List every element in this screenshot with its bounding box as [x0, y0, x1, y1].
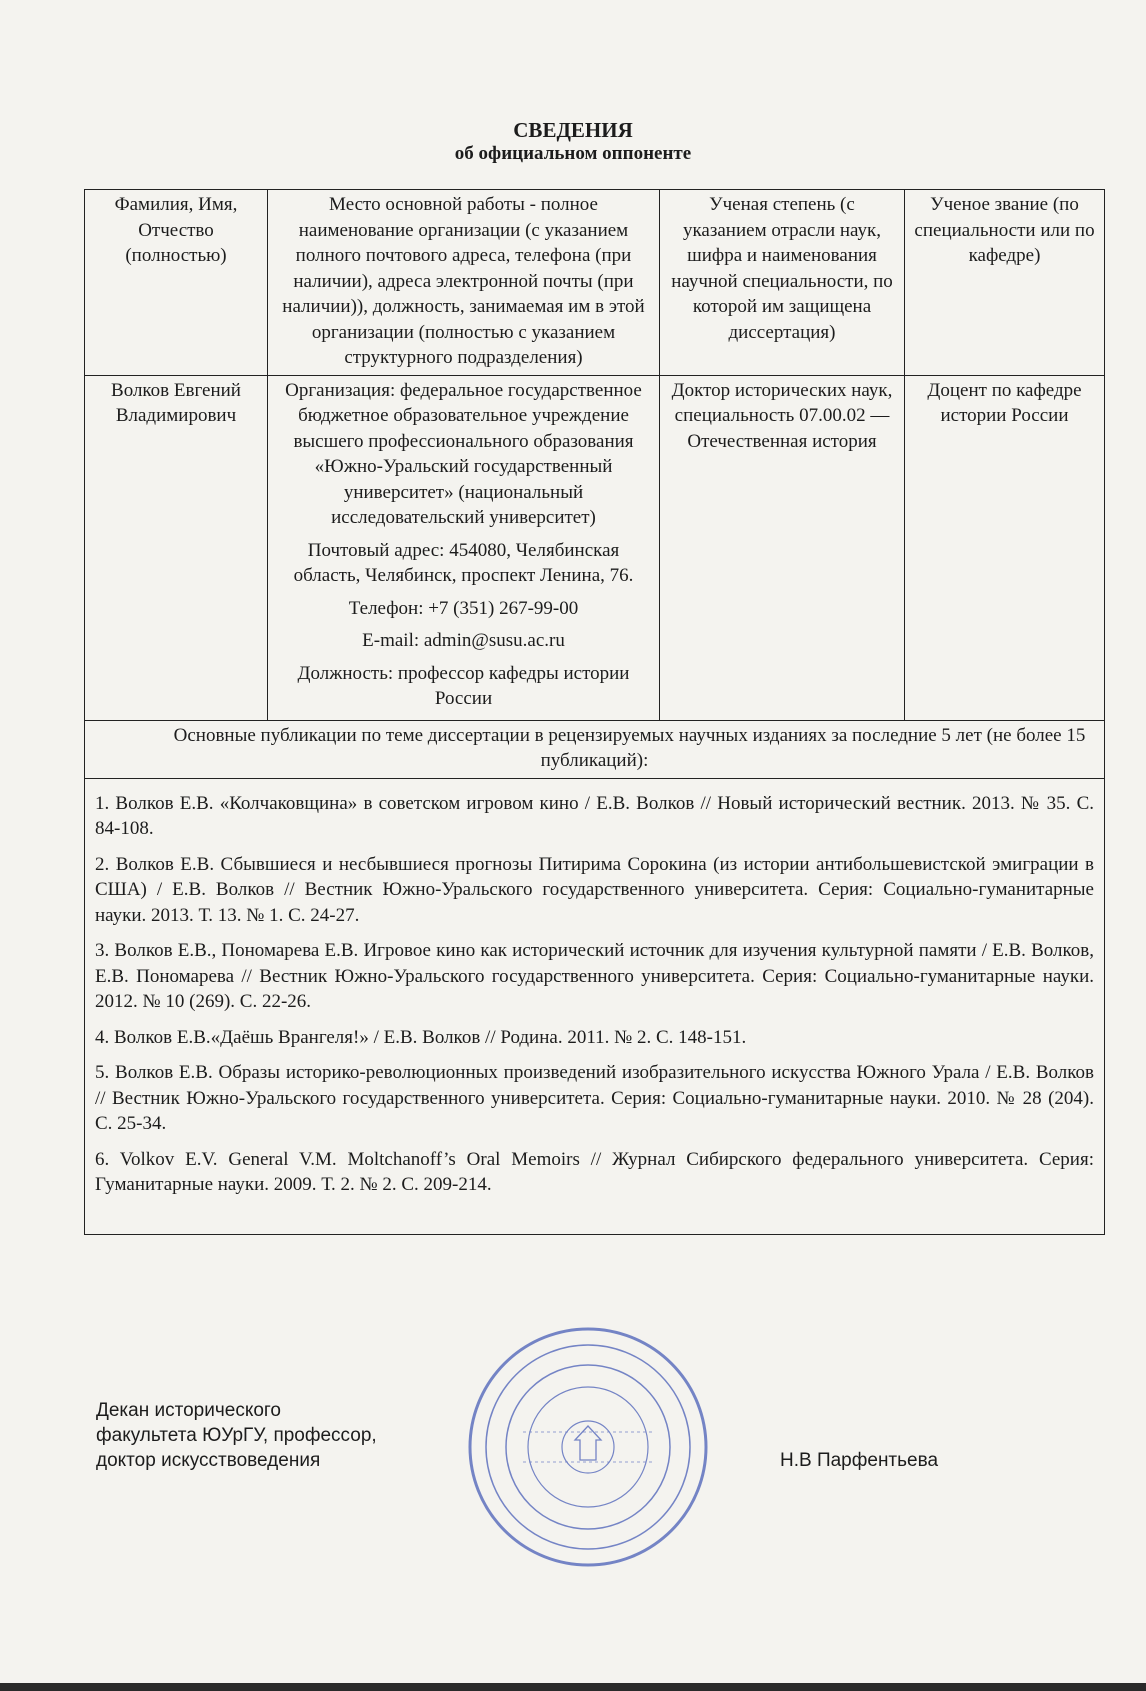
- org-name: Организация: федеральное государственное бюджетное образовательное учреждение высшего профессионального образования «Южно-Уральский государственный университет» (национальный исследовательский университет): [285, 379, 642, 528]
- list-item: 6. Volkov E.V. General V.M. Moltchanoff’s Oral Memoirs // Журнал Сибирского федерального университета. Серия: Гуманитарные науки. 2009. Т. 2. № 2. С. 209-214.: [95, 1148, 1094, 1195]
- cell-name: Волков Евгений Владимирович: [85, 375, 268, 720]
- cell-title: Доцент по кафедре истории России: [905, 375, 1105, 720]
- header-title: Ученое звание (по специальности или по кафедре): [905, 190, 1105, 376]
- publications-header: [85, 720, 1105, 778]
- list-item: 4. Волков Е.В.«Даёшь Врангеля!» / Е.В. Волков // Родина. 2011. № 2. С. 148-151.: [95, 1026, 747, 1048]
- signature-line-2: факультета ЮУрГУ, профессор,: [96, 1425, 377, 1446]
- list-item: 2. Волков Е.В. Сбывшиеся и несбывшиеся прогнозы Питирима Сорокина (из истории антибольшевистской эмиграции в США) / Е.В. Волков // Вестник Южно-Уральского государственного университета. Серия: Социально-гуманитарные науки. 2013. Т. 13. № 1. С. 24-27.: [95, 853, 1094, 926]
- header-degree: Ученая степень (с указанием отрасли наук, шифра и наименования научной специальности, по которой им защищена диссертация): [660, 190, 905, 376]
- signature-line-1: Декан исторического: [96, 1400, 281, 1421]
- table-row: [85, 375, 1105, 720]
- document-subtitle: об официальном оппоненте: [454, 143, 692, 164]
- publications-list: [85, 778, 1105, 1234]
- org-position: Должность: профессор кафедры истории России: [297, 662, 630, 709]
- scan-bottom-edge: [0, 1683, 1146, 1691]
- header-workplace: Место основной работы - полное наименование организации (с указанием полного почтового адреса, телефона (при наличии), адреса электронной почты (при наличии)), должность, занимаемая им в этой организации (полностью с указанием структурного подразделения): [268, 190, 660, 376]
- org-phone: Телефон: +7 (351) 267-99-00: [348, 597, 579, 619]
- publications-header-row: [85, 720, 1105, 778]
- list-item: 1. Волков Е.В. «Колчаковщина» в советском игровом кино / Е.В. Волков // Новый исторический вестник. 2013. № 35. С. 84-108.: [95, 792, 1094, 839]
- header-name: Фамилия, Имя, Отчество (полностью): [85, 190, 268, 376]
- opponent-info-table: [84, 189, 1105, 1235]
- org-email: E-mail: admin@susu.ac.ru: [362, 630, 565, 651]
- document-title: СВЕДЕНИЯ: [513, 118, 633, 142]
- signature-block: [96, 1398, 516, 1473]
- publications-header-text: Основные публикации по теме диссертации в рецензируемых научных изданиях за последние 5 лет (не более 15 публикаций):: [173, 724, 1086, 771]
- cell-degree: Доктор исторических наук, специальность 07.00.02 — Отечественная история: [660, 375, 905, 720]
- signature-line-3: доктор искусствоведения: [96, 1450, 321, 1471]
- title-block: [0, 118, 1146, 166]
- cell-workplace: [268, 375, 660, 720]
- publications-row: [85, 778, 1105, 1234]
- list-item: 3. Волков Е.В., Пономарева Е.В. Игровое кино как исторический источник для изучения культурной памяти / Е.В. Волков, Е.В. Пономарева // Вестник Южно-Уральского государственного университета. Серия: Социально-гуманитарные науки. 2012. № 10 (269). С. 22-26.: [95, 940, 1094, 1012]
- signatory-name: Н.В Парфентьева: [780, 1450, 939, 1471]
- official-seal-icon: [463, 1322, 713, 1572]
- org-address: Почтовый адрес: 454080, Челябинская область, Челябинск, проспект Ленина, 76.: [293, 539, 634, 586]
- table-header-row: [85, 190, 1105, 376]
- list-item: 5. Волков Е.В. Образы историко-революционных произведений изобразительного искусства Южного Урала / Е.В. Волков // Вестник Южно-Уральского государственного университета. Серия: Социально-гуманитарные науки. 2010. № 28 (204). С. 25-34.: [95, 1062, 1094, 1134]
